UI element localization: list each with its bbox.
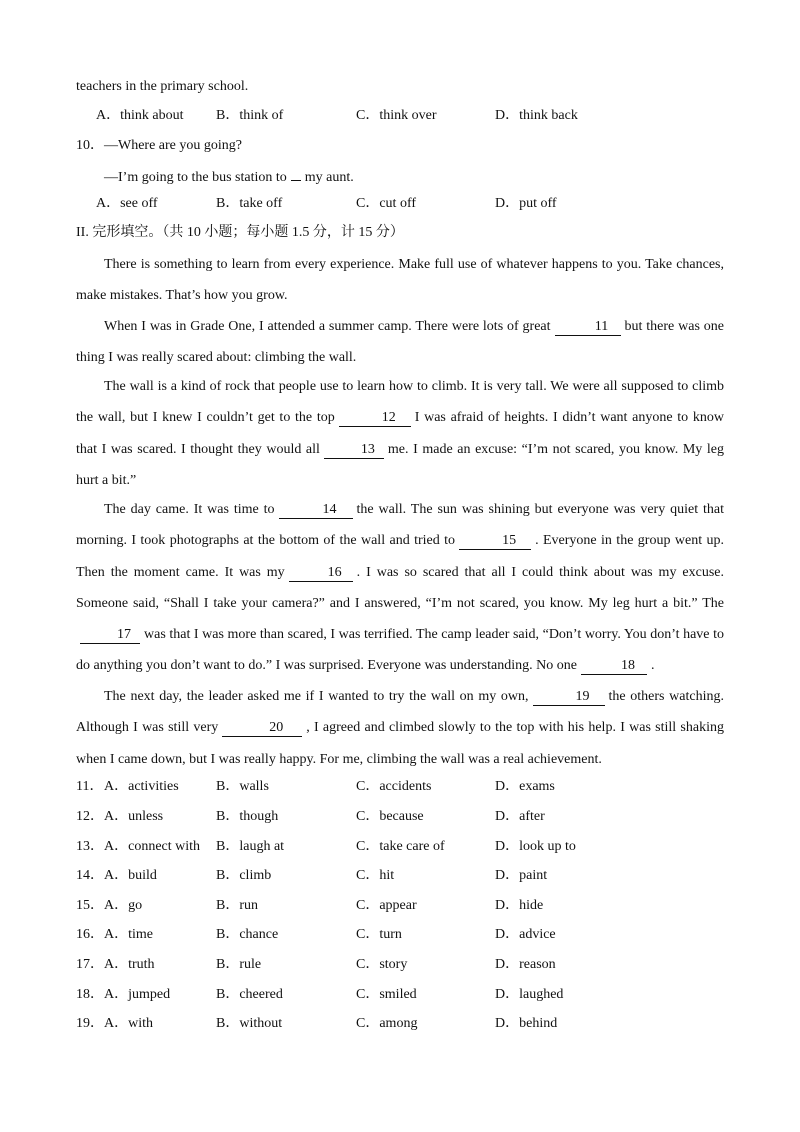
q10-option-c: C．cut off bbox=[356, 196, 417, 211]
option-row-16: 16． A．time B．chance C．turn D．advice bbox=[76, 927, 556, 942]
blank-20: 20 bbox=[222, 720, 302, 737]
passage-paragraph-3: The wall is a kind of rock that people use to learn how to climb. It is very tall. We were all supposed to climb the wall, but I knew I couldn’t get to the top 12 I was afraid of heights. I didn’t want anyone to know that I was scared. I thought they would all 13 me. I made an excuse: “I’m not scared, you know. My leg hurt a bit.” bbox=[76, 379, 725, 488]
blank-13: 13 bbox=[324, 442, 384, 459]
q10-blank bbox=[291, 166, 301, 181]
blank-17: 17 bbox=[80, 627, 140, 644]
passage-paragraph-2: When I was in Grade One, I attended a summer camp. There were lots of great 11 but there was one thing I was really scared about: climbing the wall. bbox=[76, 319, 725, 366]
passage-paragraph-4: The day came. It was time to 14 the wall. The sun was shining but everyone was very quiet that morning. I took photographs at the bottom of the wall and tried to 15 . Everyone in the group went up. Then the moment came. It was my 16 . I was so scared that all I could think about was my excuse. Someone said, “Shall I take your camera?” and I answered, “I’m not scared, you know. My leg hurt a bit.” The17 was that I was more than scared, I was terrified. The camp leader said, “Don’t worry. You don’t have to do anything you don’t want to do.” I was surprised. Everyone was understanding. No one 18 . bbox=[76, 502, 725, 674]
section-heading: II. 完形填空。（共 10 小题；每小题 1.5 分，计 15 分） bbox=[76, 225, 404, 240]
q10-stem: 10．—Where are you going? bbox=[76, 138, 242, 153]
option-row-15: 15． A．go B．run C．appear D．hide bbox=[76, 898, 544, 913]
q10-reply-after: my aunt. bbox=[304, 170, 354, 185]
q10-reply bbox=[104, 166, 354, 187]
q10-option-d: D．put off bbox=[495, 196, 557, 211]
blank-12: 12 bbox=[339, 410, 411, 427]
passage-paragraph-1: There is something to learn from every experience. Make full use of whatever happens to you. Take chances, make mistakes. That’s how you grow. bbox=[76, 257, 724, 304]
q10-option-a: A．see off bbox=[96, 196, 158, 211]
option-row-11: 11． A．activities B．walls C．accidents D．exams bbox=[76, 779, 555, 794]
option-row-17: 17． A．truth B．rule C．story D．reason bbox=[76, 957, 556, 972]
q9-option-a: A．think about bbox=[96, 108, 184, 123]
blank-15: 15 bbox=[459, 533, 531, 550]
option-row-18: 18． A．jumped B．cheered C．smiled D．laughed bbox=[76, 987, 564, 1002]
blank-19: 19 bbox=[533, 689, 605, 706]
q9-option-d: D．think back bbox=[495, 108, 578, 123]
q10-option-b: B．take off bbox=[216, 196, 283, 211]
q10-reply-before: —I’m going to the bus station to bbox=[104, 170, 287, 185]
intro-line: teachers in the primary school. bbox=[76, 79, 249, 94]
option-row-12: 12． A．unless B．though C．because D．after bbox=[76, 809, 545, 824]
blank-14: 14 bbox=[279, 502, 353, 519]
blank-16: 16 bbox=[289, 565, 353, 582]
blank-18: 18 bbox=[581, 658, 647, 675]
option-row-13: 13． A．connect with B．laugh at C．take care of D．look up to bbox=[76, 839, 576, 854]
q9-options bbox=[76, 107, 736, 125]
option-row-19: 19． A．with B．without C．among D．behind bbox=[76, 1016, 558, 1031]
q9-option-c: C．think over bbox=[356, 108, 437, 123]
q9-option-b: B．think of bbox=[216, 108, 284, 123]
option-row-14: 14． A．build B．climb C．hit D．paint bbox=[76, 868, 548, 883]
blank-11: 11 bbox=[555, 319, 621, 336]
passage-paragraph-5: The next day, the leader asked me if I wanted to try the wall on my own, 19 the others watching. Although I was still very 20 , I agreed and climbed slowly to the top with his help. I was still shaking when I came down, but I was really happy. For me, climbing the wall was a real achievement. bbox=[76, 689, 724, 767]
q10-options bbox=[76, 195, 736, 213]
